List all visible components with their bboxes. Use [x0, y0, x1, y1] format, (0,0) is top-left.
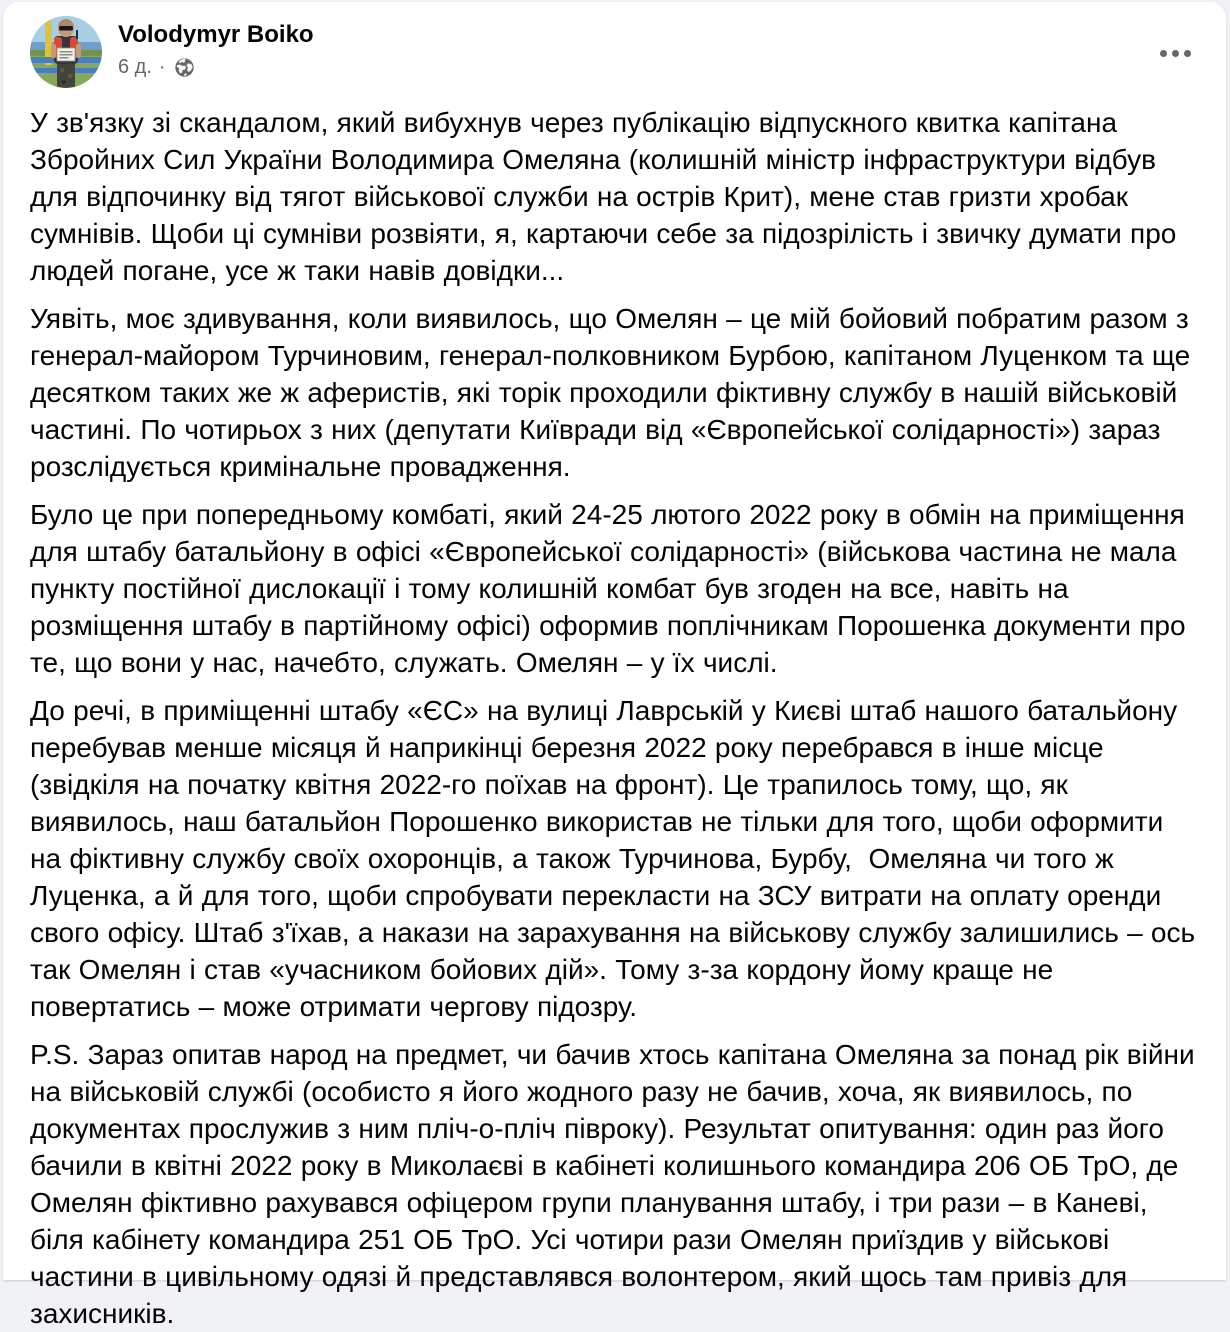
post-header: [30, 2, 1199, 88]
meta-separator: ·: [158, 56, 166, 78]
more-options-button[interactable]: [1152, 42, 1199, 65]
author-block: [118, 16, 314, 79]
post-paragraph: Уявіть, моє здивування, коли виявилось, що Омелян – це мій бойовий побратим разом з генерал-майором Турчиновим, генерал-полковником Бурбою, капітаном Луценком та ще десятком таких же ж аферистів, які торік проходили фіктивну службу в нашій військовій частині. По чотирьох з них (депутати Київради від «Європейської солідарності») зараз розслідується кримінальне провадження.: [30, 303, 1199, 482]
avatar[interactable]: [30, 16, 102, 88]
author-name[interactable]: Volodymyr Boiko: [118, 21, 314, 48]
post-timestamp[interactable]: 6 д.: [118, 56, 152, 78]
post-meta: [118, 55, 314, 79]
post-paragraph: До речі, в приміщенні штабу «ЄС» на вулиці Лаврській у Києві штаб нашого батальйону перебував менше місяця й наприкінці березня 2022 року перебрався в інше місце (звідкіля на початку квітня 2022-го поїхав на фронт). Це трапилось тому, що, як виявилось, наш батальйон Порошенко використав не тільки для того, щоби оформити на фіктивну службу своїх охоронців, а також Турчинова, Бурбу, Омеляна чи того ж Луценка, а й для того, щоби спробувати перекласти на ЗСУ витрати на оплату оренди свого офісу. Штаб з'їхав, а накази на зарахування на військову службу залишились – ось так Омелян і став «учасником бойових дій». Тому з-за кордону йому краще не повертатись – може отримати чергову підозру.: [30, 695, 1204, 1022]
post-paragraph: У зв'язку зі скандалом, який вибухнув через публікацію відпускного квитка капітана Збройних Сил України Володимира Омеляна (колишній міністр інфраструктури відбув для відпочинку від тягот військової служби на острів Крит), мене став гризти хробак сумнівів. Щоби ці сумніви розвіяти, я, картаючи себе за підозрілість і звичку думати про людей погане, усе ж таки навів довідки...: [30, 107, 1185, 286]
avatar-photo: [30, 16, 102, 88]
post-card: [3, 2, 1226, 1329]
post-content: [30, 104, 1204, 1332]
post-paragraph: Було це при попередньому комбаті, який 24-25 лютого 2022 року в обмін на приміщення для штабу батальйону в офісі «Європейської солідарності» (військова частина не мала пункту постійної дислокації і тому колишній комбат був згоден на все, навіть на розміщення штабу в партійному офісі) оформив поплічникам Порошенка документи про те, що вони у нас, начебто, служать. Омелян – у їх числі.: [30, 499, 1194, 678]
more-dot: [1160, 50, 1167, 57]
globe-icon: [174, 57, 195, 78]
more-dot: [1184, 50, 1191, 57]
more-dot: [1172, 50, 1179, 57]
post-paragraph: P.S. Зараз опитав народ на предмет, чи бачив хтось капітана Омеляна за понад рік війни на військовій службі (особисто я його жодного разу не бачив, хоча, як виявилось, по документах прослужив з ним пліч-о-пліч півроку). Результат опитування: один раз його бачили в квітні 2022 року в Миколаєві в кабінеті колишнього командира 206 ОБ ТрО, де Омелян фіктивно рахувався офіцером групи планування штабу, і три рази – в Каневі, біля кабінету командира 251 ОБ ТрО. Усі чотири рази Омелян приїздив у військові частини в цивільному одязі й представлявся волонтером, який щось там привіз для захисників.: [30, 1039, 1203, 1329]
